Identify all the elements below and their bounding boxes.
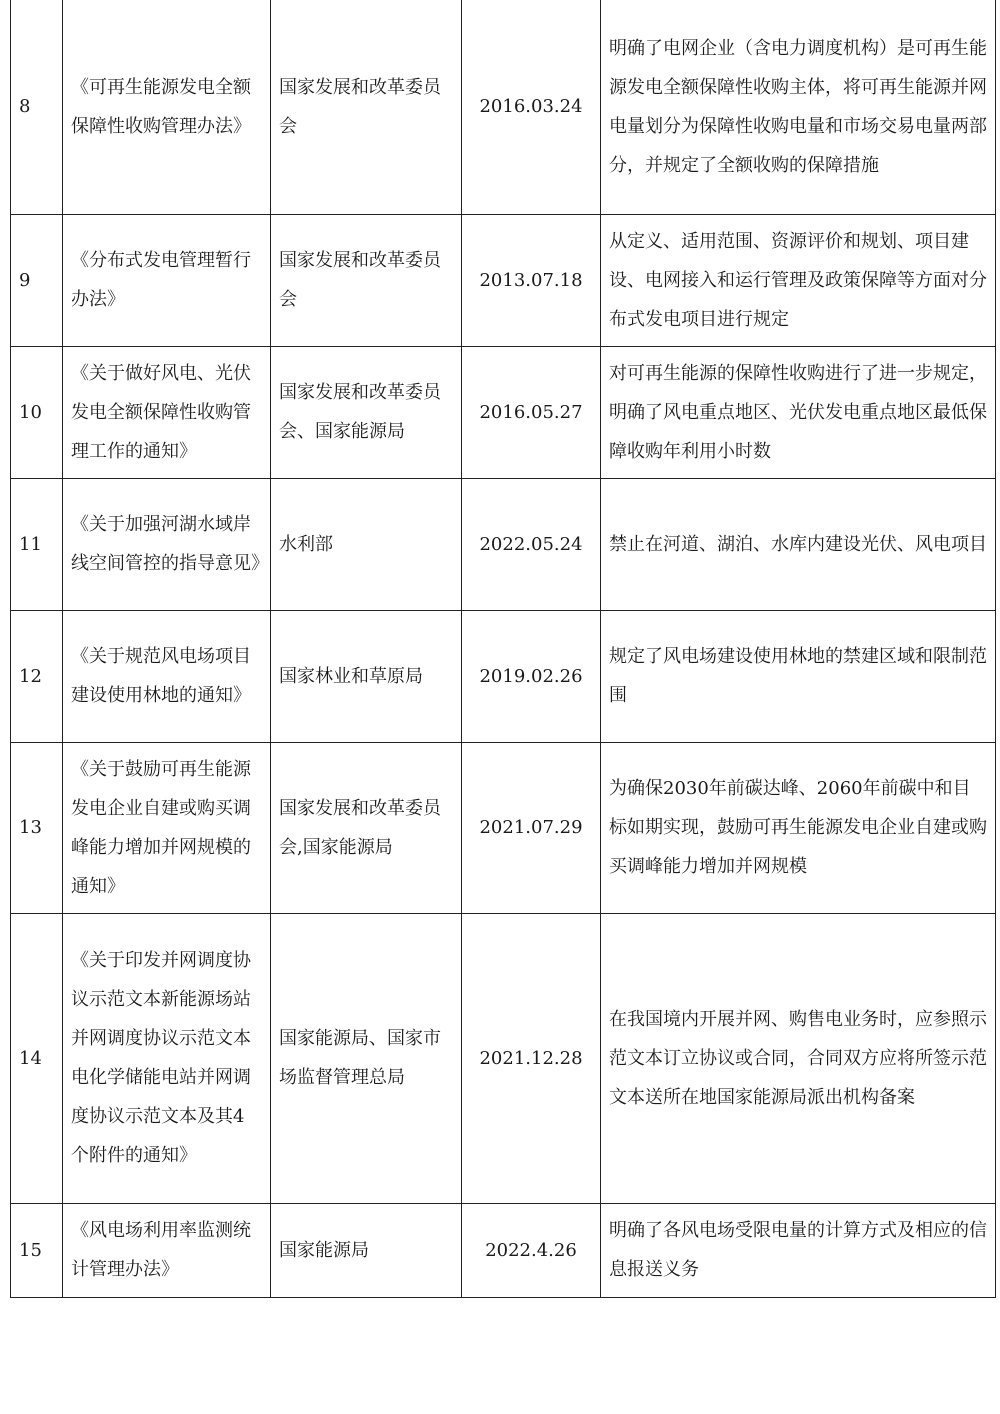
issue-date-cell <box>462 346 601 478</box>
table-row <box>11 610 996 742</box>
issue-date: 2019.02.26 <box>479 665 583 687</box>
issuing-department: 国家发展和改革委员会,国家能源局 <box>279 797 441 858</box>
row-number-cell <box>11 913 63 1203</box>
document-title-cell <box>63 346 271 478</box>
issue-date-cell <box>462 610 601 742</box>
row-number: 15 <box>19 1239 42 1261</box>
row-number: 9 <box>19 269 31 291</box>
issue-date: 2022.4.26 <box>485 1239 577 1261</box>
document-title-cell <box>63 913 271 1203</box>
document-title: 《关于鼓励可再生能源发电企业自建或购买调峰能力增加并网规模的通知》 <box>71 758 251 897</box>
document-title-cell <box>63 0 271 214</box>
issue-date: 2013.07.18 <box>479 269 583 291</box>
issuing-department: 国家能源局 <box>279 1239 369 1261</box>
row-number-cell <box>11 346 63 478</box>
content-summary: 为确保2030年前碳达峰、2060年前碳中和目标如期实现，鼓励可再生能源发电企业自建或购买调峰能力增加并网规模 <box>609 778 987 877</box>
content-summary: 明确了电网企业（含电力调度机构）是可再生能源发电全额保障性收购主体，将可再生能源并网电量划分为保障性收购电量和市场交易电量两部分，并规定了全额收购的保障措施 <box>609 37 987 176</box>
issue-date-cell <box>462 742 601 913</box>
row-number: 14 <box>19 1047 42 1069</box>
content-summary: 对可再生能源的保障性收购进行了进一步规定，明确了风电重点地区、光伏发电重点地区最低保障收购年利用小时数 <box>609 362 987 462</box>
row-number: 11 <box>19 533 42 555</box>
row-number-cell <box>11 1203 63 1297</box>
content-summary-cell <box>601 742 996 913</box>
issuing-department-cell <box>271 346 462 478</box>
document-title: 《风电场利用率监测统计管理办法》 <box>71 1220 251 1280</box>
row-number: 8 <box>19 96 31 118</box>
issue-date-cell <box>462 478 601 610</box>
issuing-department-cell <box>271 610 462 742</box>
table-row <box>11 214 996 346</box>
issuing-department: 国家林业和草原局 <box>279 665 423 687</box>
document-title-cell <box>63 478 271 610</box>
table-row <box>11 346 996 478</box>
document-title-cell <box>63 214 271 346</box>
issue-date-cell <box>462 913 601 1203</box>
issuing-department: 国家发展和改革委员会、国家能源局 <box>279 382 441 442</box>
issuing-department: 国家能源局、国家市场监督管理总局 <box>279 1028 441 1088</box>
row-number-cell <box>11 742 63 913</box>
issue-date-cell <box>462 1203 601 1297</box>
row-number-cell <box>11 214 63 346</box>
issue-date: 2022.05.24 <box>479 533 583 555</box>
content-summary-cell <box>601 478 996 610</box>
document-title: 《关于规范风电场项目建设使用林地的通知》 <box>71 646 251 706</box>
table-row <box>11 1203 996 1297</box>
issuing-department-cell <box>271 0 462 214</box>
table-row <box>11 913 996 1203</box>
issue-date-cell <box>462 214 601 346</box>
issuing-department: 国家发展和改革委员会 <box>279 250 441 310</box>
issue-date: 2021.12.28 <box>479 1047 583 1069</box>
content-summary-cell <box>601 913 996 1203</box>
document-title: 《关于印发并网调度协议示范文本新能源场站并网调度协议示范文本电化学储能电站并网调度协议示范文本及其4个附件的通知》 <box>71 950 251 1166</box>
table-row <box>11 742 996 913</box>
issuing-department-cell <box>271 1203 462 1297</box>
row-number-cell <box>11 478 63 610</box>
issuing-department-cell <box>271 742 462 913</box>
row-number: 10 <box>19 401 42 423</box>
document-title-cell <box>63 742 271 913</box>
content-summary: 禁止在河道、湖泊、水库内建设光伏、风电项目 <box>609 533 987 555</box>
document-title-cell <box>63 610 271 742</box>
issuing-department: 水利部 <box>279 533 333 555</box>
issue-date: 2016.03.24 <box>479 96 583 118</box>
content-summary-cell <box>601 346 996 478</box>
content-summary: 明确了各风电场受限电量的计算方式及相应的信息报送义务 <box>609 1220 987 1280</box>
table-row <box>11 478 996 610</box>
issuing-department: 国家发展和改革委员会 <box>279 76 441 137</box>
table-body <box>11 0 996 1297</box>
document-title: 《分布式发电管理暂行办法》 <box>71 250 251 310</box>
content-summary-cell <box>601 214 996 346</box>
document-title-cell <box>63 1203 271 1297</box>
content-summary-cell <box>601 610 996 742</box>
row-number: 13 <box>19 817 42 838</box>
content-summary-cell <box>601 0 996 214</box>
regulation-table <box>10 0 996 1298</box>
row-number-cell <box>11 610 63 742</box>
content-summary: 规定了风电场建设使用林地的禁建区域和限制范围 <box>609 646 987 706</box>
issue-date-cell <box>462 0 601 214</box>
row-number-cell <box>11 0 63 214</box>
content-summary: 在我国境内开展并网、购售电业务时，应参照示范文本订立协议或合同，合同双方应将所签示范文本送所在地国家能源局派出机构备案 <box>609 1008 987 1108</box>
document-title: 《关于做好风电、光伏发电全额保障性收购管理工作的通知》 <box>71 362 251 462</box>
issuing-department-cell <box>271 913 462 1203</box>
issue-date: 2021.07.29 <box>479 817 583 838</box>
issue-date: 2016.05.27 <box>479 401 583 423</box>
row-number: 12 <box>19 665 42 687</box>
document-title: 《关于加强河湖水域岸线空间管控的指导意见》 <box>71 514 269 574</box>
table-row <box>11 0 996 214</box>
content-summary: 从定义、适用范围、资源评价和规划、项目建设、电网接入和运行管理及政策保障等方面对分布式发电项目进行规定 <box>609 230 987 330</box>
issuing-department-cell <box>271 214 462 346</box>
document-title: 《可再生能源发电全额保障性收购管理办法》 <box>71 76 251 137</box>
issuing-department-cell <box>271 478 462 610</box>
content-summary-cell <box>601 1203 996 1297</box>
